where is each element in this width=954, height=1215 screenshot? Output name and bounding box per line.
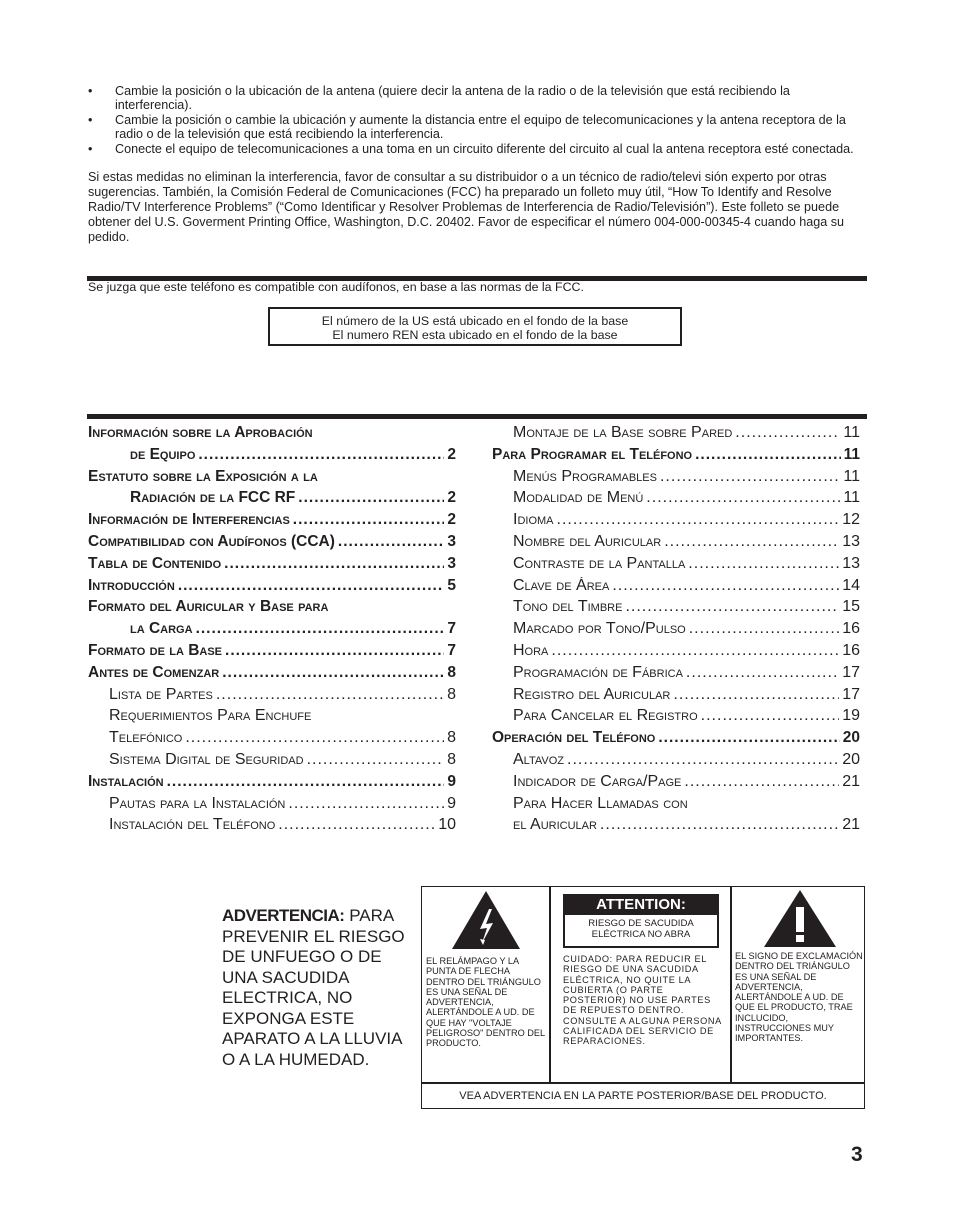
toc-entry-title: Para Programar el Teléfono — [492, 445, 693, 463]
toc-entry-title: Formato del Auricular y Base para — [88, 598, 329, 616]
toc-entry[interactable] — [492, 729, 860, 751]
toc-entry-title: de Equipo — [130, 445, 196, 463]
toc-entry[interactable] — [88, 424, 456, 446]
bullet-glyph: • — [88, 142, 93, 156]
bullet-glyph: • — [88, 113, 93, 127]
toc-entry-page: 14 — [842, 576, 860, 594]
toc-entry-page: 19 — [842, 707, 860, 725]
us-ren-number-box — [268, 307, 682, 346]
toc-entry-title: Introducción — [88, 576, 175, 594]
toc-entry[interactable] — [492, 620, 860, 642]
toc-entry[interactable] — [492, 664, 860, 686]
bullet-text: Cambie la posición o la ubicación de la antena (quiere decir la antena de la radio o de la televisión que está recibiendo la interferencia). — [115, 84, 790, 112]
toc-entry-page: 20 — [842, 750, 860, 768]
toc-entry[interactable] — [492, 707, 860, 729]
toc-leader — [288, 795, 444, 813]
toc-entry[interactable] — [88, 446, 456, 468]
bullet-item — [88, 142, 858, 156]
toc-entry-page: 8 — [447, 729, 456, 747]
toc-entry-title: Telefónico — [109, 729, 183, 747]
toc-leader — [178, 577, 445, 595]
toc-entry-page: 21 — [842, 772, 860, 790]
toc-entry-page: 2 — [447, 511, 456, 529]
fcc-booklet-paragraph: Si estas medidas no eliminan la interferencia, favor de consultar a su distribuidor o a un técnico de radio/televi sión experto por otras sugerencias. También, la Comisión Federal de Comunicaciones (FCC) ha preparado un folleto muy útil, “How To Identify and Resolve Radio/TV Interference Problems” (“Como Identificar y Resolver Problemas de Interferencia de Radio/Televisión”). Este folleto se puede obtener del U.S. Goverment Printing Office, Washington, D.C. 20402. Favor de especificar el número 004-000-00345-4 cuando haga su pedido. — [88, 170, 845, 244]
toc-leader — [298, 489, 444, 507]
toc-entry-title: Formato de la Base — [88, 641, 223, 659]
toc-entry-page: 20 — [842, 729, 860, 747]
us-number-line: El número de la US está ubicado en el fondo de la base — [321, 314, 629, 328]
toc-entry-page: 7 — [447, 620, 456, 638]
toc-entry-title: Montaje de la Base sobre Pared — [513, 424, 733, 441]
toc-entry-title: Sistema Digital de Seguridad — [109, 750, 304, 768]
toc-entry[interactable] — [492, 468, 860, 490]
toc-entry[interactable] — [492, 598, 860, 620]
toc-entry[interactable] — [88, 468, 456, 490]
toc-entry-title: Hora — [513, 641, 549, 659]
toc-leader — [222, 664, 444, 682]
toc-entry-title: Tabla de Contenido — [88, 554, 222, 572]
toc-leader — [689, 620, 839, 638]
toc-entry-title: Nombre del Auricular — [513, 532, 662, 550]
toc-leader — [198, 446, 444, 464]
toc-leader — [167, 773, 445, 791]
toc-entry-page: 5 — [447, 576, 456, 594]
toc-entry-title: Contraste de la Pantalla — [513, 554, 686, 572]
toc-entry-page: 17 — [842, 663, 860, 681]
page-number: 3 — [851, 1143, 863, 1166]
toc-entry[interactable] — [88, 816, 456, 838]
toc-leader — [664, 533, 839, 551]
toc-entry-page: 17 — [842, 685, 860, 703]
toc-leader — [338, 533, 444, 551]
toc-entry[interactable] — [492, 795, 860, 817]
toc-entry-page: 21 — [842, 816, 860, 834]
toc-leader — [185, 729, 444, 747]
toc-leader — [658, 729, 839, 747]
lightning-explanation: EL RELÁMPAGO Y LA PUNTA DE FLECHA DENTRO DEL TRIÁNGULO ES UNA SEÑAL DE ADVERTENCIA, ALERTÁNDOLE A UD. DE QUE HAY "VOLTAJE PELIGROSO" DENTRO DEL PRODUCTO. — [426, 956, 545, 1049]
toc-entry-page: 13 — [842, 554, 860, 572]
toc-leader — [625, 598, 839, 616]
toc-entry[interactable] — [88, 577, 456, 599]
toc-entry[interactable] — [88, 751, 456, 773]
toc-entry-page: 10 — [438, 816, 456, 834]
exclamation-explanation: EL SIGNO DE EXCLAMACIÓN DENTRO DEL TRIÁNGULO ES UNA SEÑAL DE ADVERTENCIA, ALERTÁNDOLE A UD. DE QUE EL PRODUCTO, TRAE INCLUCIDO, INSTRUCCIONES MUY IMPORTANTES. — [735, 951, 863, 1044]
toc-leader — [646, 489, 840, 507]
exclamation-triangle-icon — [732, 887, 865, 951]
hearing-aid-compatibility-text: Se juzga que este teléfono es compatible con audífonos, en base a las normas de la FCC. — [88, 280, 584, 294]
toc-entry[interactable] — [88, 729, 456, 751]
toc-entry-title: Registro del Auricular — [513, 685, 671, 703]
toc-entry-title: Programación de Fábrica — [513, 663, 683, 681]
lightning-panel — [422, 887, 551, 1082]
toc-entry[interactable] — [492, 751, 860, 773]
bullet-item — [88, 84, 858, 112]
toc-leader — [551, 642, 839, 660]
toc-leader — [686, 664, 839, 682]
toc-leader — [225, 642, 444, 660]
toc-entry-title: Para Cancelar el Registro — [513, 707, 698, 725]
toc-entry-page: 8 — [447, 685, 456, 703]
toc-entry-page: 8 — [447, 750, 456, 768]
toc-entry-title: Para Hacer Llamadas con — [513, 794, 688, 812]
toc-entry-page: 3 — [447, 532, 456, 550]
toc-entry[interactable] — [88, 707, 456, 729]
toc-leader — [278, 816, 435, 834]
toc-entry-page: 7 — [447, 641, 456, 659]
toc-leader — [557, 511, 840, 529]
toc-leader — [695, 446, 840, 464]
toc-entry-title: Menús Programables — [513, 467, 657, 485]
toc-entry-page: 16 — [842, 620, 860, 638]
fire-shock-warning — [222, 906, 417, 1070]
attention-title: ATTENTION: — [565, 896, 717, 915]
toc-entry-title: Información de Interferencias — [88, 511, 290, 529]
attention-box — [563, 894, 719, 948]
toc-entry-page: 2 — [447, 445, 456, 463]
toc-leader — [600, 816, 839, 834]
toc-entry[interactable] — [88, 489, 456, 511]
toc-entry-title: Estatuto sobre la Exposición a la — [88, 467, 318, 485]
ren-number-line: El numero REN esta ubicado en el fondo de la base — [332, 328, 618, 342]
toc-entry-title: Marcado por Tono/Pulso — [513, 620, 686, 638]
toc-entry-title: Requerimientos Para Enchufe — [109, 707, 312, 725]
bullet-text: Cambie la posición o cambie la ubicación y aumente la distancia entre el equipo de telecomunicaciones y la antena receptora de la radio o de la televisión que está recibiendo la interferencia. — [115, 113, 846, 141]
toc-entry-title: Instalación del Teléfono — [109, 816, 276, 834]
toc-entry-page: 9 — [447, 794, 456, 812]
toc-entry-page: 3 — [447, 554, 456, 572]
toc-entry[interactable] — [88, 620, 456, 642]
toc-entry[interactable] — [492, 424, 860, 446]
toc-leader — [660, 468, 840, 486]
toc-entry[interactable] — [88, 555, 456, 577]
toc-entry-title: Pautas para la Instalación — [109, 794, 286, 812]
lightning-triangle-icon — [422, 887, 551, 955]
toc-entry-title: Antes de Comenzar — [88, 663, 220, 681]
toc-leader — [673, 686, 839, 704]
attention-subtitle — [565, 915, 717, 940]
toc-entry[interactable] — [492, 577, 860, 599]
toc-entry[interactable] — [492, 816, 860, 838]
toc-entry[interactable] — [492, 686, 860, 708]
toc-leader — [216, 686, 444, 704]
toc-entry[interactable] — [492, 773, 860, 795]
toc-entry-page: 12 — [842, 511, 860, 529]
toc-entry-title: Instalación — [88, 772, 164, 790]
toc-entry-title: Información sobre la Aprobación — [88, 424, 313, 441]
toc-entry[interactable] — [88, 773, 456, 795]
toc-leader — [224, 555, 444, 573]
toc-entry-title: el Auricular — [513, 816, 597, 834]
attention-line-1: RIESGO DE SACUDIDA — [588, 918, 694, 929]
toc-entry[interactable] — [88, 795, 456, 817]
toc-entry-title: Modalidad de Menú — [513, 489, 644, 507]
toc-leader — [684, 773, 839, 791]
toc-entry[interactable] — [88, 511, 456, 533]
toc-entry[interactable] — [88, 598, 456, 620]
toc-entry-page: 9 — [447, 772, 456, 790]
toc-entry-title: Altavoz — [513, 750, 565, 768]
bullet-text: Conecte el equipo de telecomunicaciones a una toma en un circuito diferente del circuito al cual la antena receptora esté conectada. — [115, 142, 854, 156]
caution-label — [421, 886, 865, 1109]
attention-line-2: ELÉCTRICA NO ABRA — [591, 929, 691, 940]
toc-entry[interactable] — [88, 642, 456, 664]
interference-bullet-list — [88, 84, 858, 157]
toc-divider — [87, 414, 867, 419]
toc-entry[interactable] — [492, 642, 860, 664]
toc-right-column — [492, 424, 860, 838]
caution-footer: VEA ADVERTENCIA EN LA PARTE POSTERIOR/BASE DEL PRODUCTO. — [422, 1082, 864, 1110]
toc-entry-title: Tono del Timbre — [513, 598, 623, 616]
toc-entry[interactable] — [492, 555, 860, 577]
warning-text: PARA PREVENIR EL RIESGO DE UNFUEGO O DE UNA SACUDIDA ELECTRICA, NO EXPONGA ESTE APARATO A LA LLUVIA O A LA HUMEDAD. — [222, 906, 405, 1069]
toc-entry-title: Idioma — [513, 511, 554, 529]
bullet-item — [88, 113, 858, 141]
toc-entry-page: 8 — [447, 663, 456, 681]
toc-entry[interactable] — [492, 533, 860, 555]
toc-entry-page: 11 — [843, 467, 860, 485]
toc-entry-page: 16 — [842, 641, 860, 659]
exclamation-panel — [732, 887, 865, 1082]
toc-entry[interactable] — [492, 489, 860, 511]
toc-entry-title: Lista de Partes — [109, 685, 213, 703]
toc-entry-title: la Carga — [130, 620, 193, 638]
toc-entry[interactable] — [492, 511, 860, 533]
toc-entry-title: Clave de Área — [513, 576, 610, 594]
toc-entry-title: Indicador de Carga/Page — [513, 772, 682, 790]
toc-entry-page: 11 — [843, 489, 860, 507]
bullet-glyph: • — [88, 84, 93, 98]
toc-left-column — [88, 424, 456, 838]
toc-entry-page: 2 — [447, 489, 456, 507]
toc-leader — [735, 424, 840, 442]
toc-leader — [612, 577, 839, 595]
toc-entry[interactable] — [88, 686, 456, 708]
toc-leader — [567, 751, 839, 769]
toc-leader — [293, 511, 445, 529]
toc-entry-title: Radiación de la FCC RF — [130, 489, 296, 507]
toc-entry[interactable] — [88, 533, 456, 555]
toc-entry-title: Compatibilidad con Audífonos (CCA) — [88, 532, 335, 550]
toc-entry-page: 13 — [842, 532, 860, 550]
toc-entry[interactable] — [88, 664, 456, 686]
toc-leader — [701, 707, 840, 725]
caution-text: CUIDADO: PARA REDUCIR EL RIESGO DE UNA SACUDIDA ELÉCTRICA, NO QUITE LA CUBIERTA (O PARTE POSTERIOR) NO USE PARTES DE REPUESTO DENTRO. CONSULTE A ALGUNA PERSONA CALIFICADA DEL SERVICIO DE REPARACIONES. — [563, 954, 722, 1047]
toc-leader — [196, 620, 445, 638]
toc-entry-title: Operación del Teléfono — [492, 729, 656, 747]
toc-entry[interactable] — [492, 446, 860, 468]
toc-entry-page: 11 — [843, 424, 860, 441]
toc-entry-page: 11 — [843, 445, 860, 463]
toc-leader — [307, 751, 445, 769]
attention-panel — [551, 887, 732, 1082]
toc-entry-page: 15 — [842, 598, 860, 616]
toc-leader — [688, 555, 839, 573]
warning-label: ADVERTENCIA: — [222, 906, 345, 925]
